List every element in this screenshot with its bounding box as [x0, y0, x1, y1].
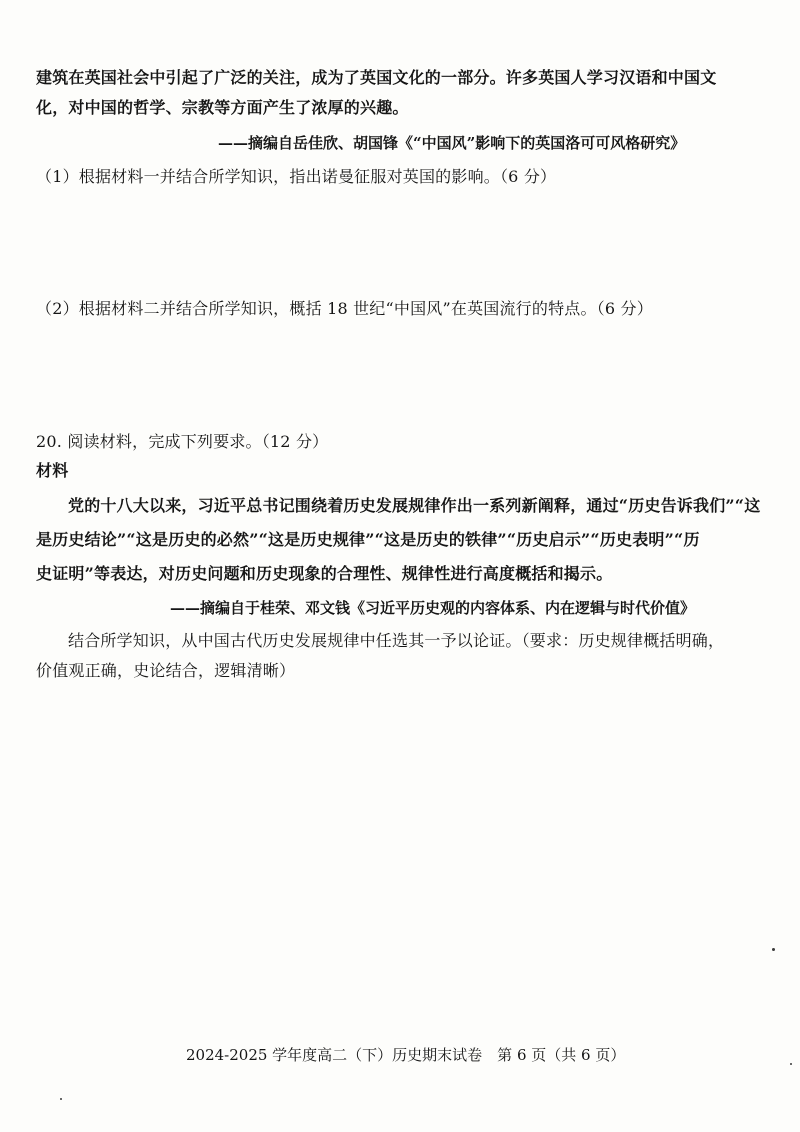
question20-task-line1: 结合所学知识，从中国古代历史发展规律中任选其一予以论证。（要求：历史规律概括明确， — [68, 631, 725, 650]
question19-part2: （2）根据材料二并结合所学知识，概括 18 世纪“中国风”在英国流行的特点。（6 分） — [36, 299, 653, 318]
material-two-source: ——摘编自岳佳欣、胡国锋《“中国风”影响下的英国洛可可风格研究》 — [218, 134, 686, 152]
question20-material-line3: 史证明”等表达，对历史问题和历史现象的合理性、规律性进行高度概括和揭示。 — [36, 564, 613, 583]
material-two-line2: 化，对中国的哲学、宗教等方面产生了浓厚的兴趣。 — [36, 98, 409, 117]
scan-speck — [790, 1063, 792, 1065]
question20-material-line1: 党的十八大以来，习近平总书记围绕着历史发展规律作出一系列新阐释，通过“历史告诉我们”“这 — [68, 496, 761, 515]
material-two-line1: 建筑在英国社会中引起了广泛的关注，成为了英国文化的一部分。许多英国人学习汉语和中国文 — [36, 68, 717, 87]
page-footer: 2024-2025 学年度高二（下）历史期末试卷 第 6 页（共 6 页） — [186, 1046, 626, 1064]
question19-part1: （1）根据材料一并结合所学知识，指出诺曼征服对英国的影响。（6 分） — [36, 167, 557, 186]
question20-heading: 20. 阅读材料，完成下列要求。（12 分） — [36, 432, 329, 451]
question20-material-line2: 是历史结论”“这是历史的必然”“这是历史规律”“这是历史的铁律”“历史启示”“历史表明”“历 — [36, 530, 700, 549]
scan-speck — [60, 1098, 62, 1100]
material-label: 材料 — [36, 461, 69, 480]
question20-source: ——摘编自于桂荣、邓文钱《习近平历史观的内容体系、内在逻辑与时代价值》 — [170, 599, 696, 617]
scan-speck — [772, 948, 775, 951]
question20-task-line2: 价值观正确，史论结合，逻辑清晰） — [36, 661, 296, 680]
